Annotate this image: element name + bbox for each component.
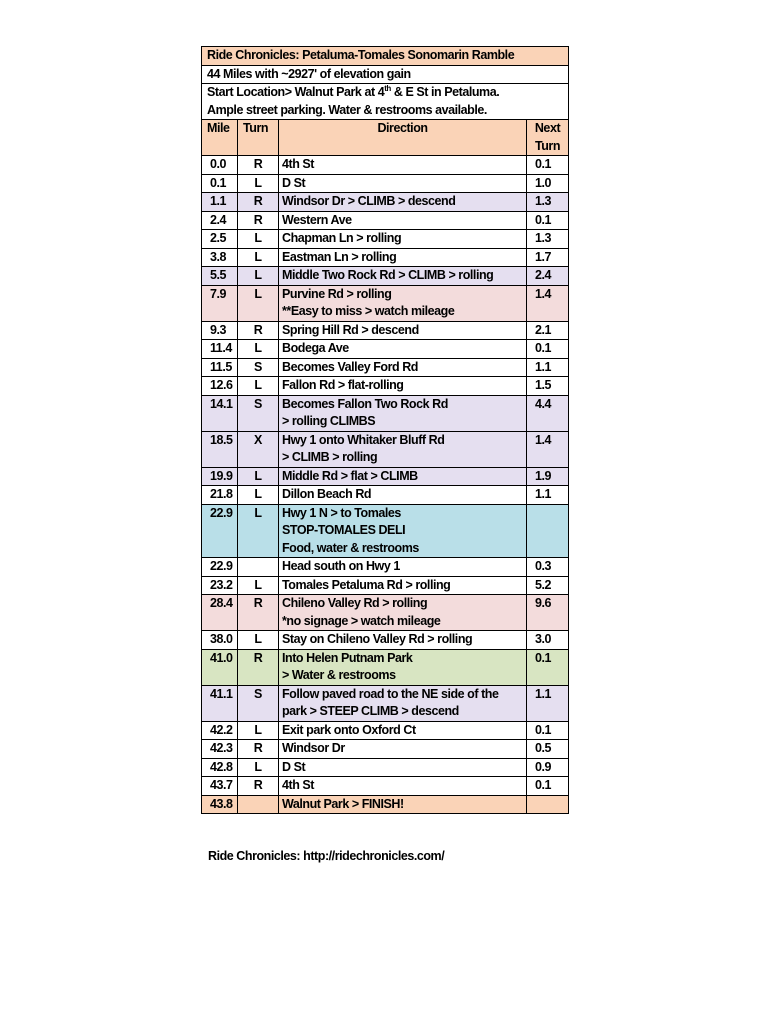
cue-turn: R — [238, 595, 279, 631]
cue-direction-line: Middle Rd > flat > CLIMB — [282, 468, 418, 483]
cue-next-turn: 0.9 — [527, 758, 569, 777]
cue-mile: 23.2 — [202, 576, 238, 595]
cue-turn: R — [238, 156, 279, 175]
cue-mile: 7.9 — [202, 285, 238, 321]
cue-mile: 11.4 — [202, 340, 238, 359]
cue-row — [202, 285, 569, 321]
cue-direction-line: Bodega Ave — [282, 341, 349, 355]
cue-turn: L — [238, 631, 279, 650]
header-next-line1: Next — [534, 121, 561, 135]
cue-next-turn: 1.7 — [527, 248, 569, 267]
cue-direction — [279, 431, 527, 467]
cue-row — [202, 758, 569, 777]
cue-turn: L — [238, 467, 279, 486]
header-next-turn — [527, 120, 569, 156]
cue-mile: 14.1 — [202, 395, 238, 431]
cue-direction — [279, 377, 527, 396]
cue-direction — [279, 395, 527, 431]
cue-direction-line: D St — [282, 759, 306, 774]
cue-row — [202, 377, 569, 396]
cue-turn: S — [238, 358, 279, 377]
cue-next-turn: 0.1 — [527, 156, 569, 175]
cue-mile: 11.5 — [202, 358, 238, 377]
cue-row — [202, 721, 569, 740]
cue-mile: 5.5 — [202, 267, 238, 286]
title-row — [202, 47, 569, 66]
cue-direction — [279, 685, 527, 721]
cue-mile: 42.3 — [202, 740, 238, 759]
cue-mile: 41.1 — [202, 685, 238, 721]
cue-next-turn: 9.6 — [527, 595, 569, 631]
cue-mile: 21.8 — [202, 486, 238, 505]
cue-turn: L — [238, 486, 279, 505]
cue-direction — [279, 595, 527, 631]
cue-next-turn: 1.3 — [527, 193, 569, 212]
header-mile: Mile — [202, 120, 238, 156]
footer-credit: Ride Chronicles: http://ridechronicles.com/ — [208, 849, 445, 863]
start-line-sup: th — [384, 83, 391, 93]
cue-mile: 38.0 — [202, 631, 238, 650]
cue-next-turn: 2.1 — [527, 321, 569, 340]
cue-row — [202, 504, 569, 558]
cue-row — [202, 576, 569, 595]
cue-mile: 18.5 — [202, 431, 238, 467]
cue-direction-line: Dillon Beach Rd — [282, 487, 372, 501]
cue-row — [202, 486, 569, 505]
cue-row — [202, 558, 569, 577]
cue-mile: 42.8 — [202, 758, 238, 777]
cue-direction-line: Walnut Park > FINISH! — [282, 796, 404, 811]
cue-direction-line: **Easy to miss > watch mileage — [282, 304, 455, 318]
start-row — [202, 84, 569, 120]
cue-row — [202, 174, 569, 193]
cue-direction-line: STOP-TOMALES DELI — [282, 523, 406, 537]
cue-direction — [279, 340, 527, 359]
cue-mile: 3.8 — [202, 248, 238, 267]
cue-next-turn: 5.2 — [527, 576, 569, 595]
cue-turn: L — [238, 230, 279, 249]
cue-direction-line: park > STEEP CLIMB > descend — [282, 704, 459, 718]
cue-row — [202, 230, 569, 249]
cue-direction — [279, 211, 527, 230]
header-next-line2: Turn — [534, 138, 561, 153]
start-location — [202, 84, 569, 120]
cue-next-turn: 4.4 — [527, 395, 569, 431]
cue-turn: R — [238, 193, 279, 212]
cue-direction-line: Chapman Ln > rolling — [282, 231, 402, 245]
cue-row — [202, 631, 569, 650]
cue-direction — [279, 740, 527, 759]
cue-turn: L — [238, 758, 279, 777]
start-line-2: Ample street parking. Water & restrooms available. — [207, 102, 487, 117]
cue-direction-line: 4th St — [282, 157, 315, 171]
cue-direction-line: Food, water & restrooms — [282, 540, 419, 555]
cue-direction-line: Head south on Hwy 1 — [282, 559, 400, 573]
distance-row — [202, 65, 569, 84]
cue-direction-line: Windsor Dr — [282, 741, 345, 755]
cue-row — [202, 211, 569, 230]
cue-direction — [279, 649, 527, 685]
cue-next-turn: 1.9 — [527, 467, 569, 486]
route-title: Ride Chronicles: Petaluma-Tomales Sonomarin Ramble — [202, 47, 569, 66]
cue-direction — [279, 193, 527, 212]
cue-direction-line: Purvine Rd > rolling — [282, 286, 392, 301]
cue-mile: 28.4 — [202, 595, 238, 631]
cue-direction — [279, 777, 527, 796]
cue-next-turn: 2.4 — [527, 267, 569, 286]
cue-row — [202, 156, 569, 175]
cue-direction-line: > CLIMB > rolling — [282, 450, 378, 464]
cue-direction-line: Fallon Rd > flat-rolling — [282, 378, 404, 392]
cue-turn: L — [238, 340, 279, 359]
cue-next-turn: 1.1 — [527, 685, 569, 721]
cue-direction-line: > Water & restrooms — [282, 668, 396, 682]
cue-direction — [279, 576, 527, 595]
cue-turn: L — [238, 285, 279, 321]
cue-next-turn: 0.1 — [527, 721, 569, 740]
cue-direction — [279, 467, 527, 486]
cue-direction-line: Exit park onto Oxford Ct — [282, 722, 416, 737]
cue-mile: 0.0 — [202, 156, 238, 175]
cue-next-turn: 0.3 — [527, 558, 569, 577]
cue-direction — [279, 321, 527, 340]
cue-sheet-body — [202, 47, 569, 814]
cue-row — [202, 685, 569, 721]
cue-next-turn: 1.5 — [527, 377, 569, 396]
start-line-suffix: & E St in Petaluma. — [390, 85, 500, 99]
cue-direction-line: Tomales Petaluma Rd > rolling — [282, 577, 451, 592]
cue-next-turn — [527, 795, 569, 814]
cue-direction — [279, 795, 527, 814]
cue-direction — [279, 486, 527, 505]
cue-next-turn: 0.1 — [527, 777, 569, 796]
cue-direction-line: Hwy 1 onto Whitaker Bluff Rd — [282, 432, 445, 447]
cue-turn: L — [238, 721, 279, 740]
cue-row — [202, 395, 569, 431]
cue-next-turn — [527, 504, 569, 558]
cue-direction — [279, 758, 527, 777]
cue-row — [202, 193, 569, 212]
cue-mile: 1.1 — [202, 193, 238, 212]
cue-turn: R — [238, 777, 279, 796]
cue-next-turn: 0.1 — [527, 211, 569, 230]
header-turn: Turn — [238, 120, 279, 156]
cue-turn: R — [238, 211, 279, 230]
cue-direction — [279, 558, 527, 577]
cue-direction — [279, 156, 527, 175]
cue-next-turn: 1.1 — [527, 486, 569, 505]
cue-next-turn: 1.0 — [527, 174, 569, 193]
cue-row — [202, 431, 569, 467]
cue-mile: 43.7 — [202, 777, 238, 796]
cue-direction-line: Middle Two Rock Rd > CLIMB > rolling — [282, 268, 494, 282]
cue-direction — [279, 631, 527, 650]
cue-next-turn: 0.5 — [527, 740, 569, 759]
cue-direction-line: Chileno Valley Rd > rolling — [282, 596, 428, 610]
cue-mile: 2.5 — [202, 230, 238, 249]
cue-row — [202, 321, 569, 340]
cue-row — [202, 358, 569, 377]
cue-mile: 41.0 — [202, 649, 238, 685]
cue-direction-line: Western Ave — [282, 212, 352, 227]
cue-turn: L — [238, 248, 279, 267]
cue-direction-line: Eastman Ln > rolling — [282, 249, 397, 264]
cue-next-turn: 1.1 — [527, 358, 569, 377]
cue-turn: R — [238, 649, 279, 685]
cue-turn — [238, 558, 279, 577]
cue-next-turn: 1.4 — [527, 431, 569, 467]
cue-direction-line: Stay on Chileno Valley Rd > rolling — [282, 632, 473, 646]
start-line-prefix: Start Location> Walnut Park at 4 — [207, 85, 385, 99]
cue-turn: L — [238, 267, 279, 286]
cue-direction — [279, 267, 527, 286]
column-header-row — [202, 120, 569, 156]
header-direction: Direction — [279, 120, 527, 156]
cue-direction — [279, 721, 527, 740]
cue-direction-line: Windsor Dr > CLIMB > descend — [282, 194, 456, 208]
cue-turn: S — [238, 685, 279, 721]
cue-next-turn: 3.0 — [527, 631, 569, 650]
cue-sheet-table — [201, 46, 569, 814]
cue-row — [202, 795, 569, 814]
cue-mile: 19.9 — [202, 467, 238, 486]
cue-row — [202, 595, 569, 631]
cue-mile: 0.1 — [202, 174, 238, 193]
cue-next-turn: 1.3 — [527, 230, 569, 249]
cue-mile: 12.6 — [202, 377, 238, 396]
cue-turn: L — [238, 504, 279, 558]
cue-turn: L — [238, 377, 279, 396]
cue-direction — [279, 174, 527, 193]
cue-direction-line: Becomes Valley Ford Rd — [282, 359, 418, 374]
cue-direction-line: Spring Hill Rd > descend — [282, 322, 419, 337]
cue-row — [202, 649, 569, 685]
cue-direction — [279, 358, 527, 377]
cue-mile: 42.2 — [202, 721, 238, 740]
cue-turn: L — [238, 174, 279, 193]
cue-mile: 2.4 — [202, 211, 238, 230]
cue-direction-line: 4th St — [282, 778, 315, 792]
route-distance: 44 Miles with ~2927' of elevation gain — [202, 65, 569, 84]
cue-next-turn: 0.1 — [527, 340, 569, 359]
cue-row — [202, 777, 569, 796]
cue-turn: L — [238, 576, 279, 595]
cue-turn: X — [238, 431, 279, 467]
cue-direction-line: D St — [282, 175, 306, 190]
cue-direction — [279, 230, 527, 249]
cue-direction-line: Into Helen Putnam Park — [282, 650, 413, 665]
cue-row — [202, 267, 569, 286]
cue-next-turn: 0.1 — [527, 649, 569, 685]
cue-direction — [279, 248, 527, 267]
cue-direction-line: Follow paved road to the NE side of the — [282, 686, 499, 701]
cue-mile: 22.9 — [202, 504, 238, 558]
cue-turn: S — [238, 395, 279, 431]
cue-direction — [279, 285, 527, 321]
cue-row — [202, 740, 569, 759]
cue-direction-line: Becomes Fallon Two Rock Rd — [282, 396, 448, 411]
cue-mile: 9.3 — [202, 321, 238, 340]
cue-turn: R — [238, 740, 279, 759]
cue-direction-line: Hwy 1 N > to Tomales — [282, 505, 401, 520]
cue-direction — [279, 504, 527, 558]
cue-direction-line: > rolling CLIMBS — [282, 414, 376, 428]
cue-next-turn: 1.4 — [527, 285, 569, 321]
cue-mile: 43.8 — [202, 795, 238, 814]
cue-row — [202, 467, 569, 486]
cue-mile: 22.9 — [202, 558, 238, 577]
cue-row — [202, 248, 569, 267]
cue-turn: R — [238, 321, 279, 340]
cue-turn — [238, 795, 279, 814]
cue-direction-line: *no signage > watch mileage — [282, 613, 441, 628]
cue-row — [202, 340, 569, 359]
